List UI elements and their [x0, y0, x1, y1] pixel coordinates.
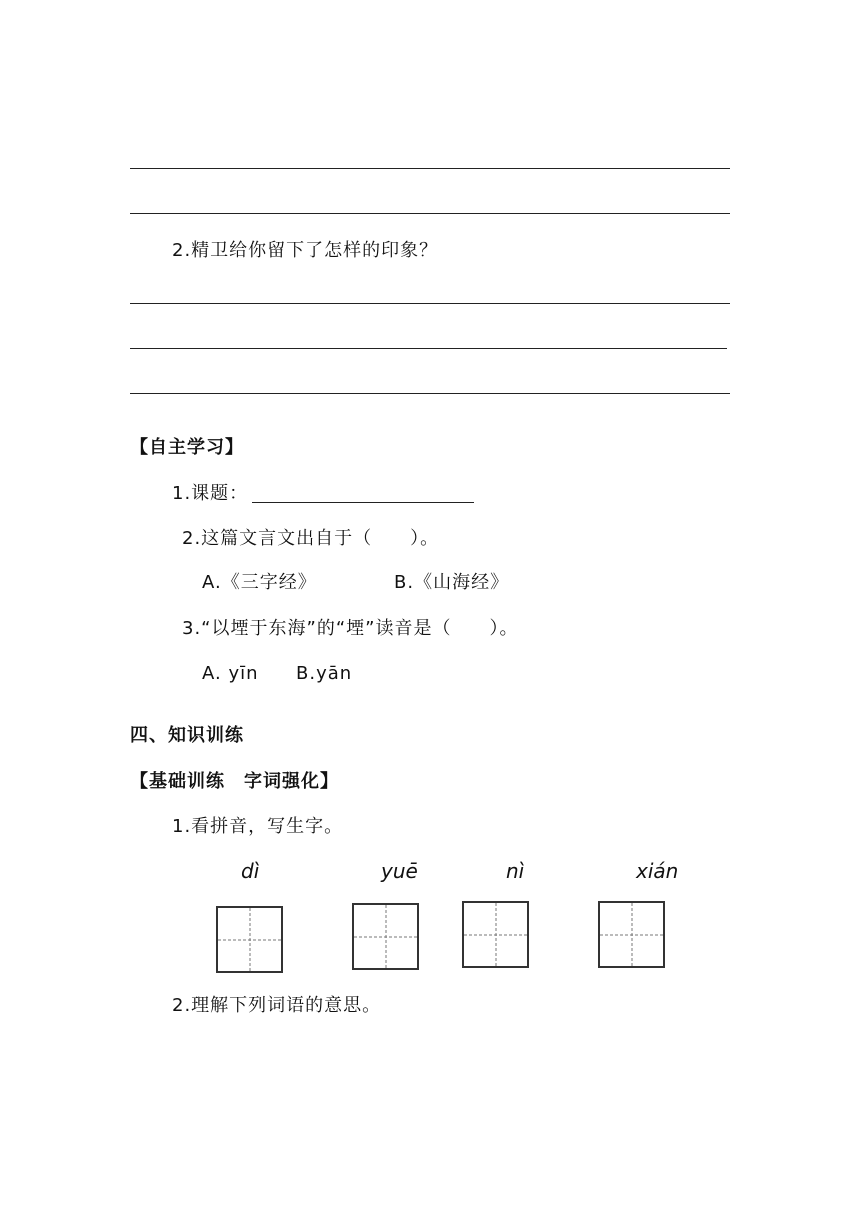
- option-a[interactable]: A. yīn: [202, 663, 259, 684]
- self-study-heading: 【自主学习】: [130, 437, 244, 458]
- answer-line: [130, 348, 727, 349]
- option-a[interactable]: A.《三字经》: [202, 572, 317, 593]
- writing-grid-box[interactable]: [352, 903, 419, 970]
- pinyin-label: nì: [506, 859, 525, 883]
- writing-grid-box[interactable]: [462, 901, 529, 968]
- pinyin-label: xián: [636, 859, 679, 883]
- sub-heading: 【基础训练 字词强化】: [130, 771, 339, 792]
- answer-line: [130, 303, 730, 304]
- exercise-1: 1.看拼音，写生字。: [172, 816, 344, 837]
- option-b[interactable]: B.yān: [296, 663, 353, 684]
- answer-line: [130, 393, 730, 394]
- question-pronunciation: 3.“以堙于东海”的“堙”读音是（ ）。: [182, 618, 519, 639]
- writing-grid-box[interactable]: [598, 901, 665, 968]
- topic-blank[interactable]: [252, 502, 474, 503]
- question-2: 2.精卫给你留下了怎样的印象？: [172, 240, 439, 261]
- topic-label: 1.课题：: [172, 483, 249, 504]
- section-heading: 四、知识训练: [130, 725, 244, 746]
- pinyin-label: dì: [241, 859, 260, 883]
- exercise-2: 2.理解下列词语的意思。: [172, 995, 382, 1016]
- answer-line: [130, 213, 730, 214]
- pinyin-label: yuē: [381, 859, 418, 883]
- writing-grid-box[interactable]: [216, 906, 283, 973]
- option-b[interactable]: B.《山海经》: [394, 572, 510, 593]
- question-source: 2.这篇文言文出自于（ ）。: [182, 528, 440, 549]
- answer-line: [130, 168, 730, 169]
